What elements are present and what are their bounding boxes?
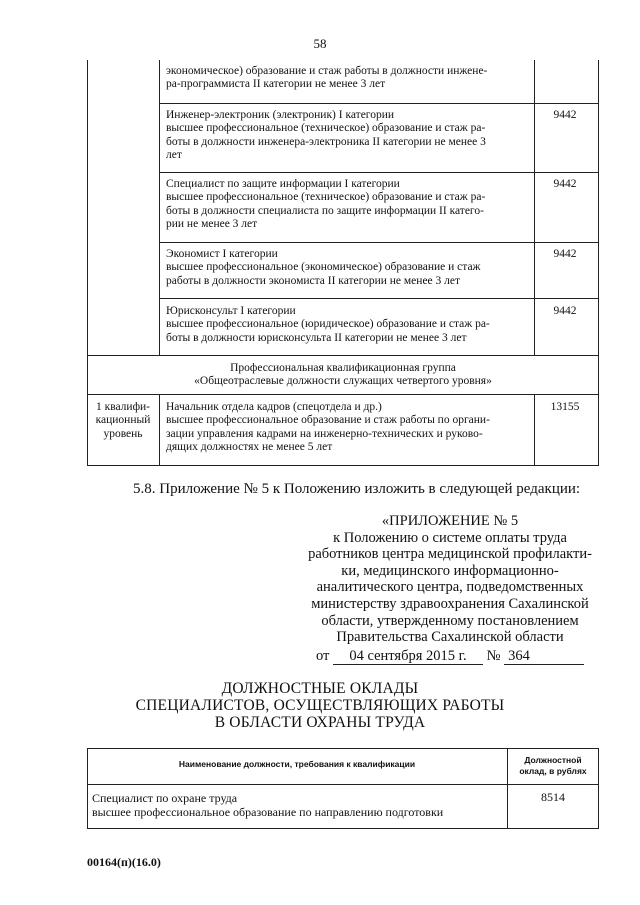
qualification-level xyxy=(87,401,159,441)
decree-date: 04 сентября 2015 г. xyxy=(333,648,483,666)
position-title: Юрисконсульт I категории xyxy=(166,305,296,317)
row-text-line: боты в должности инженера-электроника II категории не менее 3 xyxy=(166,135,486,148)
salary-value: 9442 xyxy=(553,178,577,190)
row-text-line: экономическое) образование и стаж работы в должности инжене- xyxy=(166,65,488,77)
document-title xyxy=(0,680,640,731)
row-text-line: высшее профессиональное образование и стаж работы по органи- xyxy=(166,414,490,427)
salary-value: 9442 xyxy=(553,248,577,260)
document-code: 00164(п)(16.0) xyxy=(87,855,161,869)
salary-value: 8514 xyxy=(541,790,565,804)
title-line: ДОЛЖНОСТНЫЕ ОКЛАДЫ xyxy=(221,680,419,697)
row-text-line: дящих должностях не менее 5 лет xyxy=(166,440,333,453)
appendix-line: «ПРИЛОЖЕНИЕ № 5 xyxy=(381,513,519,529)
number-label: № xyxy=(486,647,501,664)
row-text-line: работы в должности экономиста II категории не менее 3 лет xyxy=(166,274,461,287)
position-title: Специалист по защите информации I категории xyxy=(166,178,400,190)
appendix-line: Правительства Сахалинской области xyxy=(336,629,564,646)
salary-value: 9442 xyxy=(553,109,577,121)
salary-table xyxy=(87,748,599,829)
appendix-line: к Положению о системе оплаты труда xyxy=(333,529,567,546)
position-title: Начальник отдела кадров (спецотдела и др.) xyxy=(166,401,382,413)
table-row xyxy=(166,109,486,162)
amendment-paragraph: 5.8. Приложение № 5 к Положению изложить в следующей редакции: xyxy=(133,481,581,497)
page-number: 58 xyxy=(313,36,327,51)
level-line: кационный xyxy=(95,414,151,427)
table-row xyxy=(166,65,487,92)
appendix-line: области, утвержденному постановлением xyxy=(321,612,579,629)
table-row xyxy=(166,401,490,454)
row-text-line: лет xyxy=(166,148,182,161)
salary-value: 13155 xyxy=(550,401,580,413)
row-text-line: высшее профессиональное (техническое) образование и стаж ра- xyxy=(166,122,486,135)
appendix-line: работников центра медицинской профилакти- xyxy=(308,546,592,563)
group-header-line: Профессиональная квалификационная группа xyxy=(230,362,456,374)
title-line: СПЕЦИАЛИСТОВ, ОСУЩЕСТВЛЯЮЩИХ РАБОТЫ xyxy=(135,697,505,714)
qualification-table xyxy=(87,60,599,466)
table-row xyxy=(166,305,490,345)
position-title: Инженер-электроник (электроник) I категории xyxy=(166,109,395,121)
level-line: 1 квалифи- xyxy=(95,401,151,413)
group-header-line: «Общеотраслевые должности служащих четвертого уровня» xyxy=(194,375,492,388)
position-title: Экономист I категории xyxy=(166,248,278,260)
decree-reference xyxy=(300,648,600,666)
title-line: В ОБЛАСТИ ОХРАНЫ ТРУДА xyxy=(214,714,426,731)
position-title: Специалист по охране труда xyxy=(92,791,238,805)
table-row xyxy=(166,178,485,231)
row-text-line: боты в должности специалиста по защите информации II катего- xyxy=(166,204,484,217)
appendix-line: аналитического центра, подведомственных xyxy=(316,579,584,596)
appendix-line: министерству здравоохранения Сахалинской xyxy=(311,595,589,612)
column-header-salary xyxy=(508,755,598,777)
header-line: оклад, в рублях xyxy=(519,766,587,776)
row-text-line: высшее профессиональное образование по направлению подготовки xyxy=(92,805,444,819)
column-header-position: Наименование должности, требования к квалификации xyxy=(178,759,416,769)
level-line: уровень xyxy=(103,427,143,440)
table-row xyxy=(166,248,481,288)
header-line: Должностной xyxy=(524,755,582,765)
row-text-line: высшее профессиональное (техническое) образование и стаж ра- xyxy=(166,191,486,204)
appendix-header xyxy=(300,513,600,665)
row-text-line: зации управления кадрами на инженерно-технических и руково- xyxy=(166,427,483,440)
appendix-line: ки, медицинского информационно- xyxy=(341,562,559,579)
row-text-line: высшее профессиональное (экономическое) образование и стаж xyxy=(166,261,481,274)
row-text-line: рии не менее 3 лет xyxy=(166,217,258,230)
row-text-line: ра-программиста II категории не менее 3 лет xyxy=(166,78,386,91)
group-header xyxy=(87,362,599,389)
from-label: от xyxy=(315,647,330,664)
decree-number: 364 xyxy=(504,648,584,666)
salary-value: 9442 xyxy=(553,305,577,317)
row-text-line: боты в должности юрисконсульта II категории не менее 3 лет xyxy=(166,331,467,344)
table-row xyxy=(92,791,443,819)
row-text-line: высшее профессиональное (юридическое) образование и стаж ра- xyxy=(166,318,490,331)
